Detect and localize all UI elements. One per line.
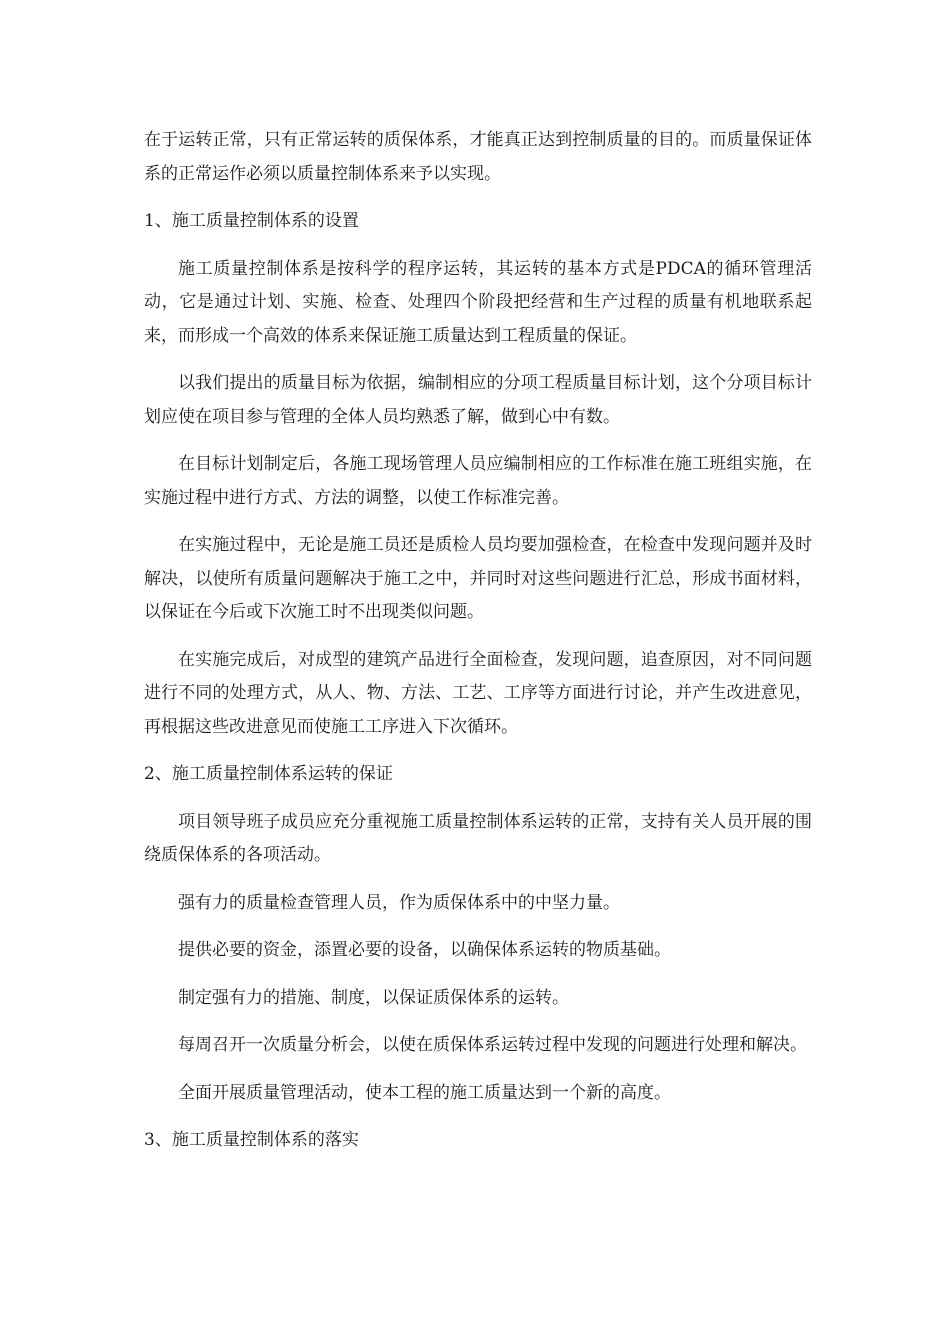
paragraph-continuation: 在于运转正常，只有正常运转的质保体系，才能真正达到控制质量的目的。而质量保证体系的正常运作必须以质量控制体系来予以实现。 — [144, 130, 812, 184]
section-heading-3: 3、施工质量控制体系的落实 — [144, 1130, 359, 1150]
paragraph: 提供必要的资金，添置必要的设备，以确保体系运转的物质基础。 — [178, 940, 671, 960]
paragraph: 以我们提出的质量目标为依据，编制相应的分项工程质量目标计划，这个分项目标计划应使在项目参与管理的全体人员均熟悉了解，做到心中有数。 — [144, 373, 812, 427]
document-body — [144, 124, 812, 1172]
section-heading-1: 1、施工质量控制体系的设置 — [144, 211, 359, 231]
paragraph: 强有力的质量检查管理人员，作为质保体系中的中坚力量。 — [178, 892, 620, 913]
paragraph: 制定强有力的措施、制度，以保证质保体系的运转。 — [178, 987, 569, 1008]
paragraph: 在实施过程中，无论是施工员还是质检人员均要加强检查，在检查中发现问题并及时解决，以使所有质量问题解决于施工之中，并同时对这些问题进行汇总，形成书面材料，以保证在今后或下次施工时不出现类似问题。 — [144, 535, 812, 622]
paragraph: 全面开展质量管理活动，使本工程的施工质量达到一个新的高度。 — [178, 1082, 671, 1103]
paragraph: 施工质量控制体系是按科学的程序运转，其运转的基本方式是PDCA的循环管理活动，它是通过计划、实施、检查、处理四个阶段把经营和生产过程的质量有机地联系起来，而形成一个高效的体系来保证施工质量达到工程质量的保证。 — [144, 258, 812, 346]
paragraph: 每周召开一次质量分析会，以使在质保体系运转过程中发现的问题进行处理和解决。 — [178, 1035, 807, 1055]
paragraph: 在实施完成后，对成型的建筑产品进行全面检查，发现问题，追查原因，对不同问题进行不同的处理方式，从人、物、方法、工艺、工序等方面进行讨论，并产生改进意见，再根据这些改进意见而使施工工序进入下次循环。 — [144, 649, 812, 737]
paragraph: 项目领导班子成员应充分重视施工质量控制体系运转的正常，支持有关人员开展的围绕质保体系的各项活动。 — [144, 811, 812, 865]
section-heading-2: 2、施工质量控制体系运转的保证 — [144, 764, 393, 784]
paragraph: 在目标计划制定后，各施工现场管理人员应编制相应的工作标准在施工班组实施，在实施过程中进行方式、方法的调整，以使工作标准完善。 — [144, 454, 812, 508]
